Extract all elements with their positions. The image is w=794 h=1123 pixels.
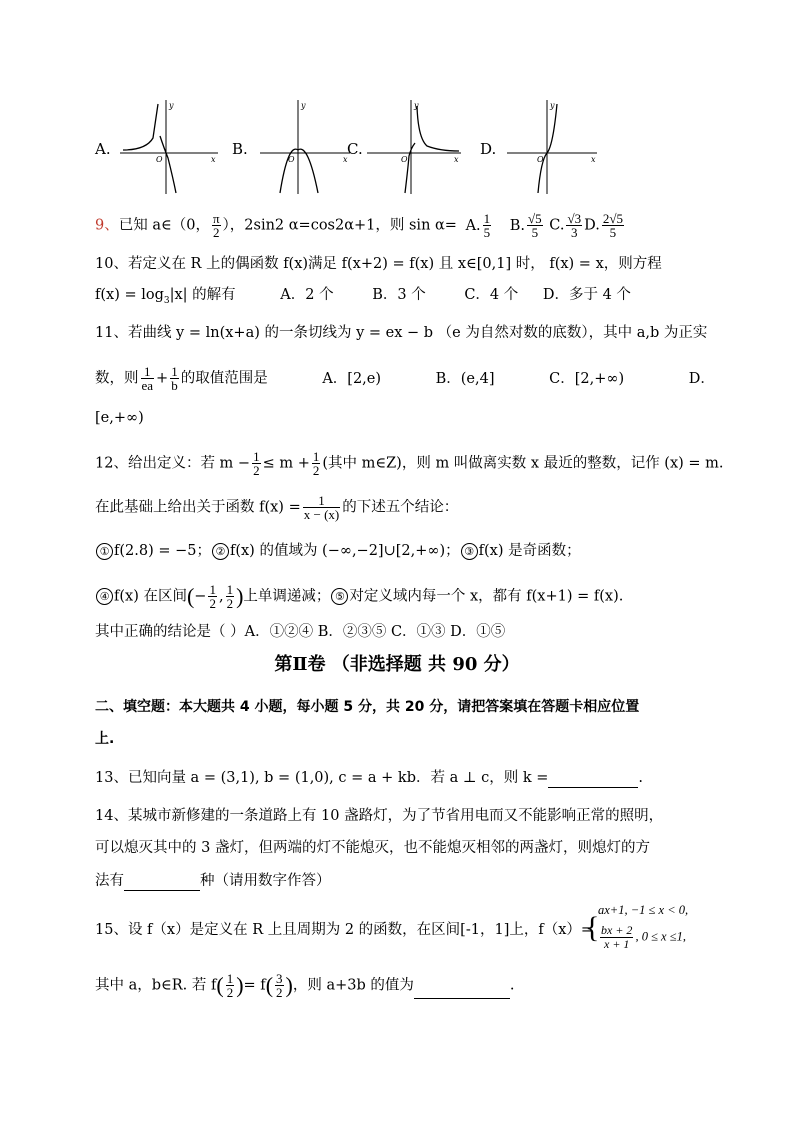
svg-text:y: y <box>550 101 555 110</box>
axis-x-label: x <box>211 155 216 164</box>
question-11-line2: 数，则 $\frac{1}{ea}$ + $\frac{1}{b}$ 的取值范围是 A．[2,e) B．(e,4] C．[2,+∞) D． <box>95 364 715 393</box>
question-11-line3: [e,+∞) <box>95 410 144 426</box>
svg-text:O: O <box>537 155 544 164</box>
svg-text:y: y <box>414 101 419 110</box>
graph-a <box>118 98 223 196</box>
question-14-line2: 可以熄灭其中的 3 盏灯，但两端的灯不能熄灭，也不能熄灭相邻的两盏灯，则熄灯的方 <box>95 840 650 856</box>
option-d-label: D. <box>480 140 497 158</box>
svg-text:O: O <box>401 155 408 164</box>
question-12-answer: 其中正确的结论是（ ）A．①②④ B．②③⑤ C．①③ D．①⑤ <box>95 624 506 640</box>
question-12-line1: 12、给出定义：若 m − $\frac{1}{2}$ ≤ m + $\frac{1}{2}$ (其中 m∈Z)，则 m 叫做离实数 x 最近的整数，记作 (x) = m. <box>95 449 724 478</box>
answer-blank-14 <box>124 870 200 891</box>
origin-label: O <box>156 155 163 164</box>
graph-c <box>365 98 465 196</box>
axis-y-label: y <box>169 101 174 110</box>
graph-d <box>505 98 600 196</box>
question-14-line3: 法有 种（请用数字作答） <box>95 870 331 891</box>
option-a-label: A. <box>95 140 111 158</box>
question-10-line2: $f(x) = \log_3|x|$ 的解有 A．2 个 B．3 个 C．4 个 D．多于 4 个 <box>95 287 631 306</box>
svg-text:O: O <box>288 155 295 164</box>
section-2-line2: 上. <box>95 731 115 747</box>
svg-text:x: x <box>454 155 459 164</box>
answer-blank-13 <box>548 767 638 788</box>
graph-b <box>258 98 353 196</box>
question-9: 9、已知 a∈（0， $\frac{\pi}{2}$ ），2sin2 α=cos2α+1，则 sin α= A. $\frac{1}{5}$ B. $\frac{√5}{5}$ C. $\frac{√3}{3}$ D. $\frac{2√5}{5}$ <box>95 211 623 240</box>
question-12-line2: 在此基础上给出关于函数 f(x) = $\frac{1}{x - (x)}$ 的下述五个结论： <box>95 493 459 522</box>
case-1: ax+1, −1 ≤ x < 0, <box>598 903 689 917</box>
part-2-title: 第Ⅱ卷 （非选择题 共 90 分） <box>274 654 520 675</box>
option-b-label: B. <box>232 140 248 158</box>
case-2: $\frac{bx + 2}{x + 1}$ , 0 ≤ x ≤1, <box>601 923 686 951</box>
question-12-line4: ④ f(x) 在区间(− $\frac{1}{2}$ , $\frac{1}{2}$ )上单调递减； ⑤ 对定义域内每一个 x，都有 f(x+1) = f(x). <box>95 583 623 610</box>
brace: { <box>585 911 600 944</box>
question-12-line3: ① f(2.8) = −5； ② f(x) 的值域为 (−∞,−2]∪[2,+∞)； ③ f(x) 是奇函数； <box>95 541 581 561</box>
svg-text:x: x <box>591 155 596 164</box>
question-13: 13、已知向量 a = (3,1), b = (1,0), c = a + kb．若 a ⊥ c，则 k = . <box>95 767 643 788</box>
question-10-line1: 10、若定义在 R 上的偶函数 f(x)满足 f(x+2) = f(x) 且 x∈[0,1] 时， f(x) = x，则方程 <box>95 256 662 272</box>
question-14-line1: 14、某城市新修建的一条道路上有 10 盏路灯，为了节省用电而又不能影响正常的照明， <box>95 808 664 824</box>
option-c-label: C. <box>347 140 363 158</box>
question-15-line1: 15、设 f（x）是定义在 R 上且周期为 2 的函数，在区间[-1，1]上，f（x）= <box>95 922 594 938</box>
svg-text:x: x <box>343 155 348 164</box>
question-11-line1: 11、若曲线 y = ln(x+a) 的一条切线为 y = ex − b （e 为自然对数的底数），其中 a,b 为正实 <box>95 325 708 341</box>
answer-blank-15 <box>414 978 510 999</box>
svg-text:y: y <box>301 101 306 110</box>
section-2-line1: 二、填空题：本大题共 4 小题，每小题 5 分，共 20 分，请把答案填在答题卡相应位置 <box>95 699 640 715</box>
question-15-line2: 其中 a，b∈R. 若 f( $\frac{1}{2}$ )= f( $\frac{3}{2}$ )，则 a+3b 的值为 . <box>95 971 515 1000</box>
